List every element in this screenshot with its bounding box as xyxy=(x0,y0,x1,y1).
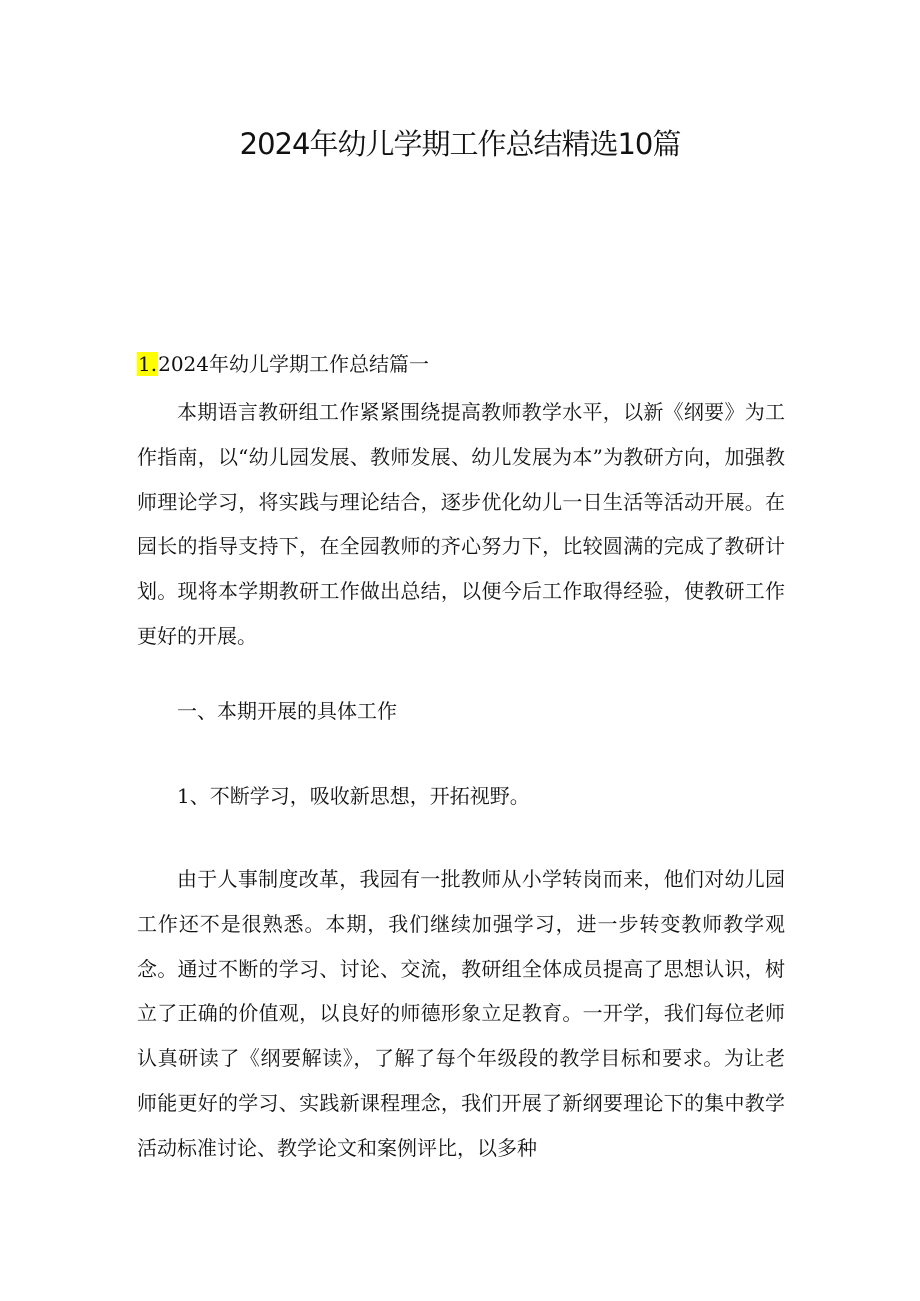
body-paragraph: 由于人事制度改革，我园有一批教师从小学转岗而来，他们对幼儿园工作还不是很熟悉。本期，我们继续加强学习，进一步转变教师教学观念。通过不断的学习、讨论、交流，教研组全体成员提高了思想认识，树立了正确的价值观，以良好的师德形象立足教育。一开学，我们每位老师认真研读了《纲要解读》，了解了每个年级段的教学目标和要求。为让老师能更好的学习、实践新课程理念，我们开展了新纲要理论下的集中教学活动标准讨论、教学论文和案例评比，以多种 xyxy=(137,867,785,1160)
subheading-continuous-learning: 1、不断学习，吸收新思想，开拓视野。 xyxy=(177,784,530,808)
section-number-highlighted: 1. xyxy=(138,352,158,376)
subheading-specific-work: 一、本期开展的具体工作 xyxy=(177,699,397,723)
section-title: 2024年幼儿学期工作总结篇一 xyxy=(158,352,429,376)
document-title: 2024年幼儿学期工作总结精选10篇 xyxy=(239,127,681,161)
section-heading xyxy=(137,346,429,382)
intro-paragraph: 本期语言教研组工作紧紧围绕提高教师教学水平，以新《纲要》为工作指南，以“幼儿园发展、教师发展、幼儿发展为本”为教研方向，加强教师理论学习，将实践与理论结合，逐步优化幼儿一日生活等活动开展。在园长的指导支持下，在全园教师的齐心努力下，比较圆满的完成了教研计划。现将本学期教研工作做出总结，以便今后工作取得经验，使教研工作更好的开展。 xyxy=(137,400,785,648)
